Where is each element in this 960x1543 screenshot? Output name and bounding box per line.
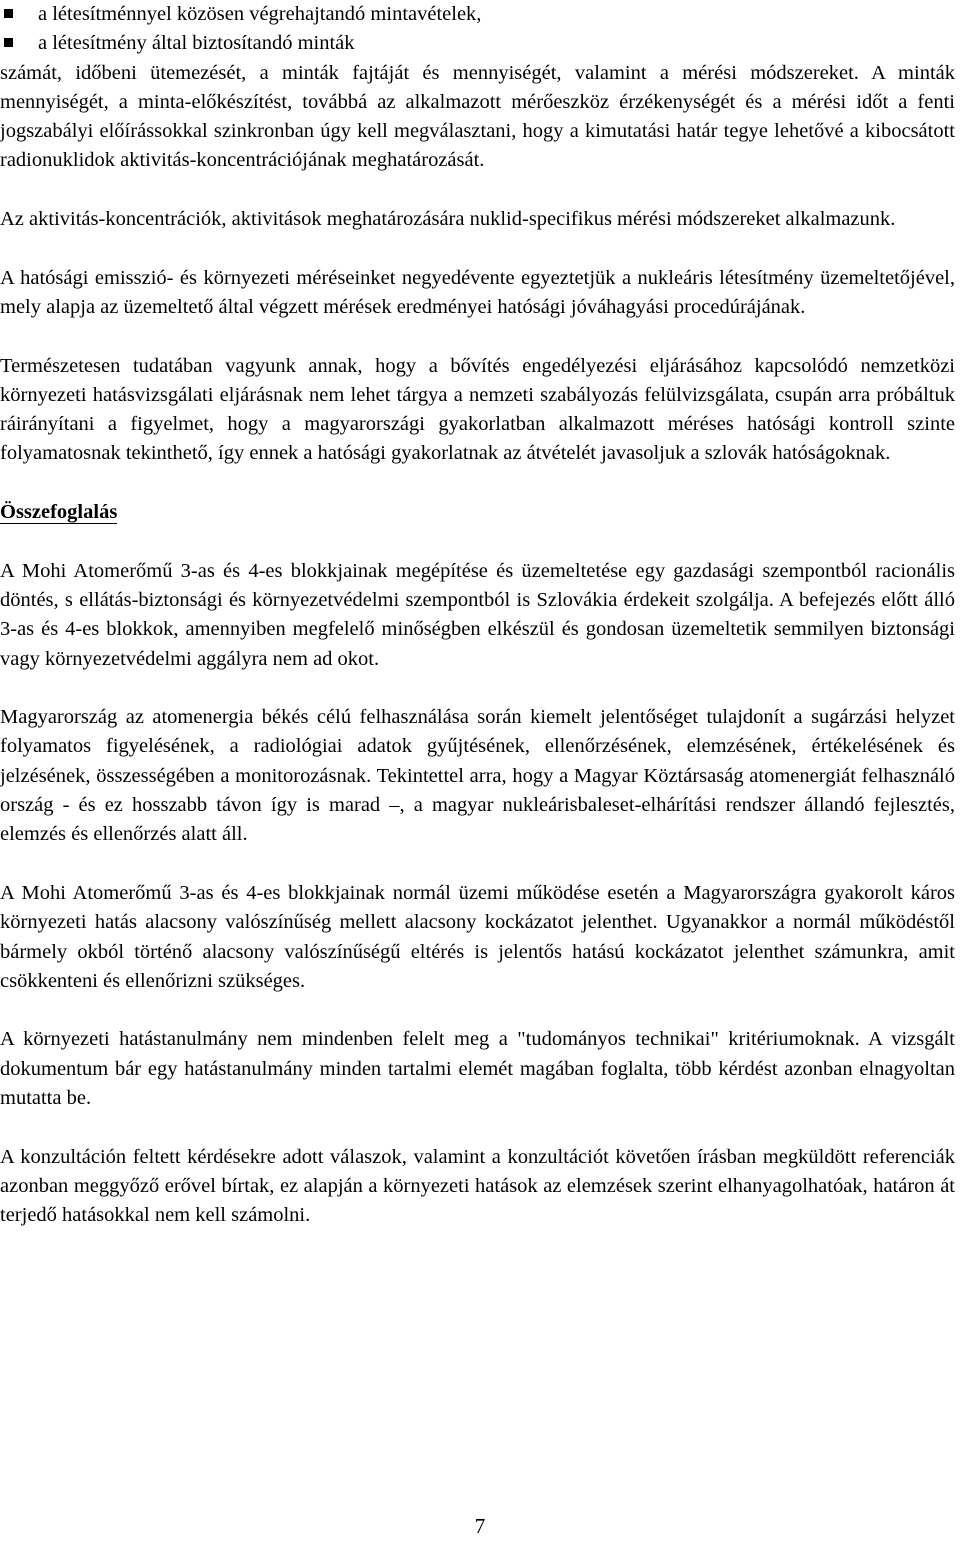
bullet-list [0,0,955,59]
page-number: 7 [474,1514,486,1538]
section-heading [0,498,955,527]
list-item-text: a létesítménnyel közösen végrehajtandó mintavételek, [38,3,482,25]
summary-paragraph-2: Magyarország az atomenergia békés célú felhasználása során kiemelt jelentőséget tulajdonít a sugárzási helyzet folyamatos figyelésének, a radiológiai adatok gyűjtésének, ellenőrzésének, elemzésének, értékelésének és jelzésének, összességében a monitorozásnak. Tekintettel arra, hogy a Magyar Köztársaság atomenergiát felhasználó ország - és ez hosszabb távon így is marad –, a magyar nukleárisbaleset-elhárítási rendszer állandó fejlesztés, elemzés és ellenőrzés alatt áll. [0,706,955,846]
square-bullet-icon [4,38,13,47]
paragraph-quarterly-coordination: A hatósági emisszió- és környezeti méréseinket negyedévente egyeztetjük a nukleáris létesítmény üzemeltetőjével, mely alapja az üzemeltető által végzett mérések eredményei hatósági jóváhagyási procedúrájának. [0,266,955,318]
square-bullet-icon [4,9,13,18]
paragraph-sampling-methods: számát, időbeni ütemezését, a minták fajtáját és mennyiségét, valamint a mérési módszereket. A minták mennyiségét, a minta-előkészítést, továbbá az alkalmazott mérőeszköz érzékenységét és a mérési időt a fenti jogszabályi előírássokkal szinkronban úgy kell megválasztani, hogy a kimutatási határ tegye lehetővé a kibocsátott radionuklidok aktivitás-koncentrációjának meghatározását. [0,61,955,172]
summary-paragraph-4: A környezeti hatástanulmány nem mindenben felelt meg a "tudományos technikai" kritériumoknak. A vizsgált dokumentum bár egy hatástanulmány minden tartalmi elemét magában foglalta, több kérdést azonban elnagyoltan mutatta be. [0,1028,955,1109]
list-item [0,29,955,58]
summary-paragraph-1: A Mohi Atomerőmű 3-as és 4-es blokkjainak megépítése és üzemeltetése egy gazdasági szempontból racionális döntés, s ellátás-biztonsági és környezetvédelmi szempontból is Szlovákia érdekeit szolgálja. A befejezés előtt álló 3-as és 4-es blokkok, amennyiben megfelelő minőségben elkészül és gondosan üzemeltetik semmilyen biztonsági vagy környezetvédelmi aggályra nem ad okot. [0,559,955,670]
summary-paragraph-3: A Mohi Atomerőmű 3-as és 4-es blokkjainak normál üzemi működése esetén a Magyarországra gyakorolt káros környezeti hatás alacsony valószínűség mellett alacsony kockázatot jelenthet. Ugyanakkor a normál működéstől bármely okból történő alacsony valószínűségű eltérés is jelentős hatású kockázatot jelenthet számunkra, amit csökkenteni és ellenőrizni szükséges. [0,881,955,992]
section-heading-text: Összefoglalás [0,501,118,524]
list-item-text: a létesítmény által biztosítandó minták [38,32,355,55]
summary-paragraph-5: A konzultáción feltett kérdésekre adott válaszok, valamint a konzultációt követően írásban megküldött referenciák azonban meggyőző erővel bírtak, ez alapján a környezeti hatások az elemzések szerint elhanyagolhatóak, határon át terjedő hatásokkal nem kell számolni. [0,1145,955,1227]
list-item [0,0,955,29]
paragraph-regulatory-practice: Természetesen tudatában vagyunk annak, hogy a bővítés engedélyezési eljárásához kapcsolódó nemzetközi környezeti hatásvizsgálati eljárásnak nem lehet tárgya a nemzeti szabályozás felülvizsgálata, csupán arra próbáltuk ráirányítani a figyelmet, hogy a magyarországi gyakorlatban alkalmazott méréses hatósági kontroll szinte folyamatosnak tekinthető, így ennek a hatósági gyakorlatnak az átvételét javasoljuk a szlovák hatóságoknak. [0,354,955,465]
paragraph-nuclide-methods: Az aktivitás-koncentrációk, aktivitások meghatározására nuklid-specifikus mérési módszereket alkalmazunk. [0,208,896,231]
